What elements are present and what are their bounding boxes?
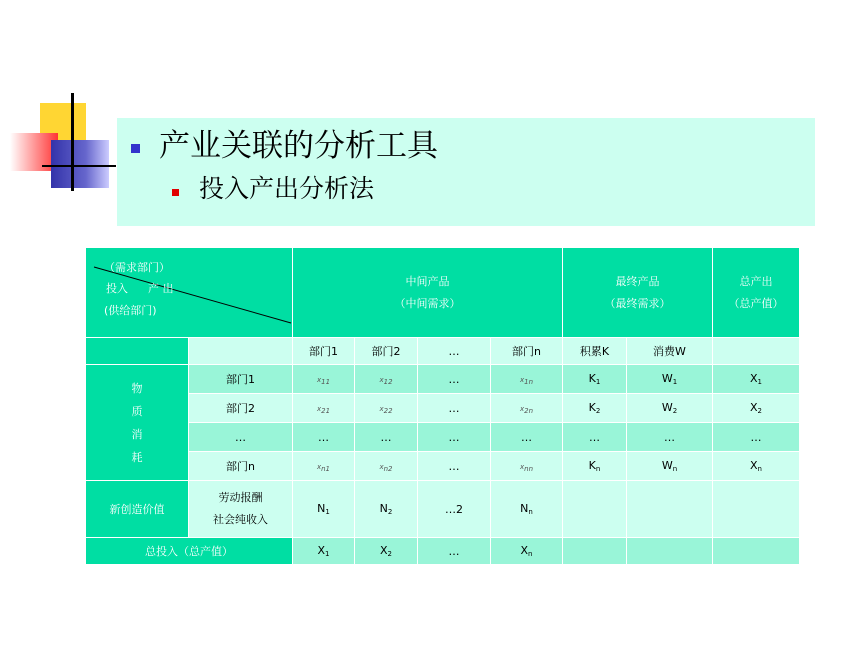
corner-input: 投入	[106, 281, 128, 295]
corner-output: 产 出	[148, 281, 174, 295]
blank-cell	[713, 538, 800, 565]
table-cell: …	[418, 365, 491, 394]
table-cell: …	[418, 538, 491, 565]
table-cell: …	[355, 423, 418, 452]
table-cell: …	[491, 423, 563, 452]
table-cell: …	[563, 423, 627, 452]
corner-demand: （需求部门）	[104, 260, 170, 274]
table-cell: $x_{n1}$	[293, 452, 355, 481]
col-header: 部门1	[293, 338, 355, 365]
col-header: 积累K	[563, 338, 627, 365]
table-cell: …	[627, 423, 713, 452]
logo-decoration	[0, 0, 120, 200]
corner-supply: (供给部门)	[104, 303, 157, 317]
new-value-label: 新创造价值	[86, 481, 189, 538]
table-cell: …	[418, 394, 491, 423]
table-cell: …	[713, 423, 800, 452]
blank-cell	[713, 481, 800, 538]
table-cell: $x_{21}$	[293, 394, 355, 423]
table-cell: $X_1$	[713, 365, 800, 394]
table-cell: $W_2$	[627, 394, 713, 423]
table-cell: $K_1$	[563, 365, 627, 394]
title-bullet-icon	[131, 144, 140, 153]
table-cell: $X_1$	[293, 538, 355, 565]
table-cell: $N_n$	[491, 481, 563, 538]
title-panel	[117, 118, 815, 226]
table-cell: …	[293, 423, 355, 452]
blank-cell	[563, 481, 627, 538]
table-cell: $X_n$	[713, 452, 800, 481]
table-cell: $x_{11}$	[293, 365, 355, 394]
header-total: 总产出 （总产值）	[713, 248, 800, 338]
row-dept: …	[189, 423, 293, 452]
blank-cell	[563, 538, 627, 565]
col-header: 部门n	[491, 338, 563, 365]
header-final: 最终产品 （最终需求）	[563, 248, 713, 338]
row-dept: 部门1	[189, 365, 293, 394]
col-header: 部门2	[355, 338, 418, 365]
blank-cell	[627, 538, 713, 565]
table-cell: $X_2$	[355, 538, 418, 565]
table-cell: $K_n$	[563, 452, 627, 481]
new-value-items: 劳动报酬 社会纯收入	[189, 481, 293, 538]
blank-cell	[86, 338, 189, 365]
slide-subtitle: 投入产出分析法	[199, 174, 375, 203]
input-output-table	[85, 247, 800, 565]
total-input-label: 总投入（总产值）	[86, 538, 293, 565]
blank-cell	[713, 338, 800, 365]
header-intermediate: 中间产品 （中间需求）	[293, 248, 563, 338]
table-cell: $x_{n2}$	[355, 452, 418, 481]
table-cell: $X_n$	[491, 538, 563, 565]
table-cell: $W_n$	[627, 452, 713, 481]
table-cell: $K_2$	[563, 394, 627, 423]
table-cell: $x_{22}$	[355, 394, 418, 423]
table-cell: …	[418, 452, 491, 481]
col-header: …	[418, 338, 491, 365]
table-cell: $W_1$	[627, 365, 713, 394]
table-cell: $X_2$	[713, 394, 800, 423]
table-corner	[86, 248, 293, 338]
table-cell: $x_{2n}$	[491, 394, 563, 423]
blank-cell	[189, 338, 293, 365]
slide-title: 产业关联的分析工具	[159, 128, 438, 164]
table-cell: $x_{12}$	[355, 365, 418, 394]
material-label: 物 质 消 耗	[86, 365, 189, 481]
col-header: 消费W	[627, 338, 713, 365]
table-cell: $x_{nn}$	[491, 452, 563, 481]
table-cell: $N_1$	[293, 481, 355, 538]
subtitle-bullet-icon	[172, 189, 179, 196]
table-cell: $N_2$	[355, 481, 418, 538]
blank-cell	[627, 481, 713, 538]
row-dept: 部门n	[189, 452, 293, 481]
table-cell: …2	[418, 481, 491, 538]
table-cell: $x_{1n}$	[491, 365, 563, 394]
table-cell: …	[418, 423, 491, 452]
row-dept: 部门2	[189, 394, 293, 423]
